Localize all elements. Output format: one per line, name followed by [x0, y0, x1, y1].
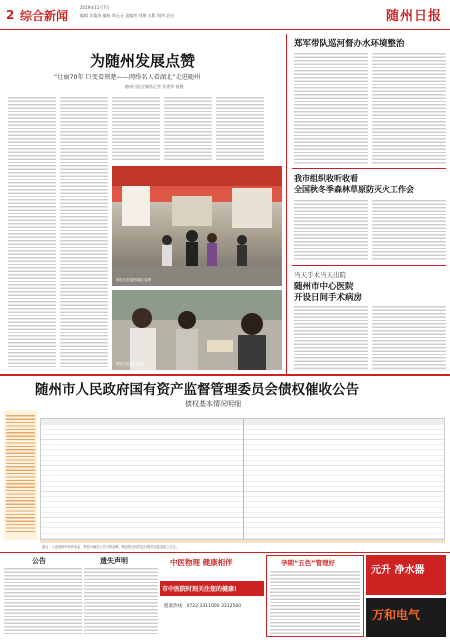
debt-table [40, 418, 445, 540]
wanhe-ad [366, 598, 446, 637]
public-notice-title: 公告 [32, 557, 46, 565]
lead-story-body-col5 [216, 96, 264, 162]
water-purifier-ad-title: 元升 净水器 [371, 565, 425, 576]
lead-story-body-col1 [8, 96, 56, 368]
hospital-ad [160, 555, 264, 637]
pregnancy-ad [266, 555, 364, 637]
story-divider [292, 168, 446, 169]
water-purifier-ad [366, 555, 446, 595]
photo-caption-2: 网友们在随州参观 [116, 362, 144, 366]
lead-story-subtitle: “壮丽70年 巨变看荆楚——网络名人看湖北”走进随州 [54, 74, 201, 81]
story3-body-col1 [294, 305, 368, 371]
pregnancy-ad-title: 孕期“五色”管理好 [281, 559, 336, 567]
lead-story-title: 为随州发展点赞 [90, 52, 196, 70]
notice-title: 随州市人民政府国有资产监督管理委员会债权催收公告 [35, 382, 359, 398]
story2-title-line1: 我市组织收听收看 [294, 174, 358, 183]
page-number: 2 [6, 8, 15, 22]
photo-caption-1: 网友们在随州城区参观 [116, 278, 151, 282]
public-notice-body [4, 567, 82, 635]
column-divider [286, 34, 287, 374]
story3-kicker: 当天手术当天出院 [294, 271, 346, 279]
lead-story-body-col2 [60, 96, 108, 368]
notice-side-lines [6, 414, 35, 534]
ads-top-rule [0, 552, 450, 553]
section-name: 综合新闻 [20, 9, 69, 23]
pregnancy-ad-body [270, 570, 360, 634]
story3-body-col2 [372, 305, 446, 371]
notice-top-rule [0, 374, 450, 376]
wanhe-ad-title: 万和电气 [372, 608, 421, 622]
story3-title-line2: 开设日间手术病房 [294, 293, 363, 303]
story1-body-col1 [294, 52, 368, 164]
hospital-ad-title: 中医物理 健康相伴 [170, 558, 233, 567]
story1-body-col2 [372, 52, 446, 164]
tasting-photo [112, 290, 282, 370]
story1-title: 郑军带队巡河督办水环境整治 [294, 39, 405, 49]
notice-side-text [4, 410, 37, 540]
debt-table-divider [243, 419, 244, 539]
masthead [0, 0, 450, 30]
story3-title-line1: 随州市中心医院 [294, 282, 354, 292]
lead-story-body-col3 [112, 96, 160, 162]
issue-date: 2019年11月7日 [80, 5, 110, 10]
lead-story-byline: 随州日报全媒体记者 张建华 杨健 [125, 84, 184, 89]
public-notice-ad [4, 555, 82, 637]
story-divider [292, 265, 446, 266]
notice-subtitle: 债权基本情况明细 [185, 400, 241, 408]
lost-statement-body [84, 567, 158, 635]
story2-title-line2: 全国秋冬季森林草原防灭火工作会 [294, 185, 414, 194]
lost-statement-ad [84, 555, 158, 637]
notice-footnote-bar [40, 540, 445, 543]
editorial-credits: 编辑 吴俊涛 编校 周元元 责编者 刊期 五版 周四 农历 [80, 13, 175, 18]
hospital-ad-slogan: 市中医院时刻关注您的健康! [160, 581, 264, 596]
notice-footnote: 备注：上述表格中所列本金、利息为截至公告日的余额，利息按合同约定计算至实际清偿之日止。 [42, 545, 180, 549]
hospital-ad-phone: 健康热线：0722-3311000 3312560 [164, 604, 242, 609]
lead-story-body-col4 [164, 96, 212, 162]
lost-statement-title: 遗失声明 [100, 557, 128, 565]
story2-body-col1 [294, 199, 368, 261]
newspaper-logo: 随州日报 [385, 9, 442, 24]
market-photo [112, 166, 282, 286]
tasting-photo-illustration [112, 290, 282, 370]
market-photo-illustration [112, 166, 282, 286]
story2-body-col2 [372, 199, 446, 261]
